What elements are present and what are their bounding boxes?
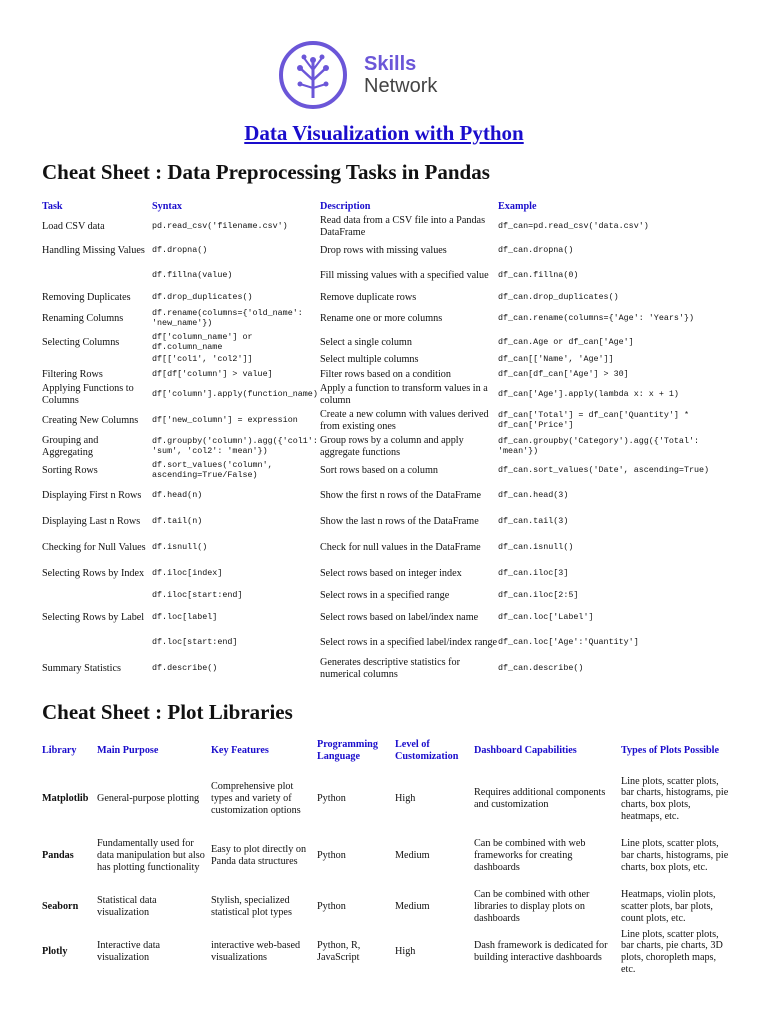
syntax-cell: df.groupby('column').agg({'col1': 'sum', 'col2': 'mean'}): [152, 436, 318, 456]
syntax-cell: df.loc[label]: [152, 612, 218, 623]
task-cell: Removing Duplicates: [42, 292, 131, 304]
library-name-cell: Pandas: [42, 850, 74, 862]
syntax-cell: df.loc[start:end]: [152, 637, 238, 648]
syntax-cell: df.isnull(): [152, 542, 208, 553]
column-header: Task: [42, 201, 63, 213]
section-heading-plot-libraries: Cheat Sheet : Plot Libraries: [42, 700, 293, 724]
description-cell: Sort rows based on a column: [320, 465, 438, 477]
task-cell: [42, 586, 150, 606]
example-cell: df_can['Total'] = df_can['Quantity'] * df_can['Price']: [498, 410, 689, 430]
description-cell: Rename one or more columns: [320, 313, 443, 325]
syntax-cell: df.rename(columns={'old_name': 'new_name'}): [152, 308, 303, 328]
syntax-cell: df.sort_values('column', ascending=True/False): [152, 460, 273, 480]
table-row: [42, 535, 732, 561]
table-row: [42, 562, 732, 586]
example-cell: df_can.drop_duplicates(): [498, 292, 619, 303]
table-row: [42, 483, 732, 509]
description-cell: Show the last n rows of the DataFrame: [320, 516, 479, 528]
task-cell: Grouping and Aggregating: [42, 435, 99, 458]
language-cell: Python: [317, 850, 346, 862]
library-name-cell: Matplotlib: [42, 793, 89, 805]
description-cell: Filter rows based on a condition: [320, 369, 451, 381]
description-cell: Show the first n rows of the DataFrame: [320, 490, 481, 502]
skills-network-logo: [278, 40, 437, 110]
description-cell: Select multiple columns: [320, 354, 419, 366]
example-cell: df_can.loc['Age':'Quantity']: [498, 637, 639, 648]
syntax-cell: df.iloc[start:end]: [152, 590, 243, 601]
dashboard-capabilities-cell: Requires additional components and customization: [474, 787, 606, 810]
column-header: Description: [320, 201, 371, 213]
description-cell: Check for null values in the DataFrame: [320, 542, 481, 554]
task-cell: Selecting Columns: [42, 337, 120, 349]
description-cell: Drop rows with missing values: [320, 245, 447, 257]
table-row: [42, 383, 732, 407]
task-cell: Selecting Rows by Label: [42, 612, 145, 624]
table-row: [42, 884, 732, 930]
example-cell: df_can.fillna(0): [498, 270, 579, 281]
key-features-cell: Comprehensive plot types and variety of customization options: [211, 781, 301, 816]
logo-line-network: Network: [364, 75, 438, 97]
task-cell: Sorting Rows: [42, 465, 98, 477]
tree-network-icon: [278, 40, 348, 110]
description-cell: Fill missing values with a specified value: [320, 270, 489, 282]
syntax-cell: df[df['column'] > value]: [152, 369, 273, 380]
syntax-cell: df[['col1', 'col2']]: [152, 354, 253, 365]
column-header: Main Purpose: [97, 745, 159, 757]
table-row: [42, 656, 732, 682]
example-cell: df_can.iloc[2:5]: [498, 590, 579, 601]
description-cell: Generates descriptive statistics for numerical columns: [320, 657, 461, 680]
syntax-cell: df.dropna(): [152, 245, 208, 256]
plot-types-cell: Heatmaps, violin plots, scatter plots, bar plots, count plots, etc.: [621, 889, 716, 924]
task-cell: Renaming Columns: [42, 313, 124, 325]
example-cell: df_can.Age or df_can['Age']: [498, 337, 634, 348]
task-cell: Checking for Null Values: [42, 542, 146, 554]
customization-level-cell: Medium: [395, 850, 430, 862]
description-cell: Select rows in a specified range: [320, 590, 450, 602]
table-row: [42, 307, 732, 331]
column-header: Dashboard Capabilities: [474, 745, 577, 757]
column-header: Library: [42, 745, 77, 757]
language-cell: Python: [317, 793, 346, 805]
task-cell: [42, 630, 150, 656]
plot-types-cell: Line plots, scatter plots, bar charts, histograms, pie charts, box plots, heatmaps, etc.: [621, 775, 729, 822]
task-cell: Creating New Columns: [42, 415, 139, 427]
task-cell: Displaying First n Rows: [42, 490, 142, 502]
main-purpose-cell: Interactive data visualization: [97, 940, 161, 963]
task-cell: [42, 352, 150, 368]
column-header: Example: [498, 201, 537, 213]
table-row: [42, 215, 732, 239]
example-cell: df_can['Age'].apply(lambda x: x + 1): [498, 389, 679, 400]
table-row: [42, 586, 732, 606]
syntax-cell: df['new_column'] = expression: [152, 415, 298, 426]
dashboard-capabilities-cell: Dash framework is dedicated for building interactive dashboards: [474, 940, 608, 963]
example-cell: df_can.isnull(): [498, 542, 574, 553]
example-cell: df_can.describe(): [498, 663, 584, 674]
column-header: Syntax: [152, 201, 183, 213]
column-header: Level of Customization: [395, 739, 459, 762]
description-cell: Group rows by a column and apply aggregate functions: [320, 435, 464, 458]
customization-level-cell: High: [395, 946, 416, 958]
dashboard-capabilities-cell: Can be combined with other libraries to display plots on dashboards: [474, 889, 590, 924]
table-row: [42, 352, 732, 368]
task-cell: Handling Missing Values: [42, 245, 145, 257]
syntax-cell: df.describe(): [152, 663, 218, 674]
table-row: [42, 930, 732, 974]
example-cell: df_can.groupby('Category').agg({'Total': 'mean'}): [498, 436, 700, 456]
table-row: [42, 239, 732, 263]
example-cell: df_can.rename(columns={'Age': 'Years'}): [498, 313, 695, 324]
table-row: [42, 367, 732, 383]
description-cell: Select rows based on label/index name: [320, 612, 479, 624]
dashboard-capabilities-cell: Can be combined with web frameworks for creating dashboards: [474, 838, 586, 873]
column-header: Programming Language: [317, 739, 378, 762]
column-header: Key Features: [211, 745, 269, 757]
language-cell: Python: [317, 901, 346, 913]
example-cell: df_can.iloc[3]: [498, 568, 569, 579]
syntax-cell: pd.read_csv('filename.csv'): [152, 221, 288, 232]
document-title-link[interactable]: Data Visualization with Python: [244, 121, 524, 145]
description-cell: Remove duplicate rows: [320, 292, 417, 304]
description-cell: Apply a function to transform values in a column: [320, 383, 488, 406]
logo-wordmark: [364, 54, 437, 96]
library-name-cell: Seaborn: [42, 901, 79, 913]
table-row: [42, 828, 732, 884]
example-cell: df_can[df_can['Age'] > 30]: [498, 369, 629, 380]
task-cell: Selecting Rows by Index: [42, 568, 145, 580]
customization-level-cell: High: [395, 793, 416, 805]
description-cell: Read data from a CSV file into a Pandas DataFrame: [320, 215, 486, 238]
example-cell: df_can.head(3): [498, 490, 569, 501]
task-cell: Applying Functions to Columns: [42, 383, 134, 406]
description-cell: Select rows in a specified label/index range: [320, 637, 498, 649]
example-cell: df_can[['Name', 'Age']]: [498, 354, 614, 365]
table-header-row: [42, 734, 732, 768]
table-row: [42, 606, 732, 630]
key-features-cell: interactive web-based visualizations: [211, 940, 301, 963]
plot-types-cell: Line plots, scatter plots, bar charts, pie charts, 3D plots, choropleth maps, etc.: [621, 928, 723, 975]
table-header-row: [42, 197, 732, 217]
description-cell: Select rows based on integer index: [320, 568, 462, 580]
table-row: [42, 434, 732, 460]
example-cell: df_can.tail(3): [498, 516, 569, 527]
task-cell: Load CSV data: [42, 221, 105, 233]
table-row: [42, 263, 732, 289]
example-cell: df_can.dropna(): [498, 245, 574, 256]
example-cell: df_can.sort_values('Date', ascending=True): [498, 465, 710, 476]
section-heading-preprocessing: Cheat Sheet : Data Preprocessing Tasks in Pandas: [42, 160, 490, 184]
main-purpose-cell: General-purpose plotting: [97, 793, 200, 805]
example-cell: df_can.loc['Label']: [498, 612, 594, 623]
task-cell: Displaying Last n Rows: [42, 516, 141, 528]
table-row: [42, 768, 732, 830]
table-row: [42, 459, 732, 483]
syntax-cell: df.tail(n): [152, 516, 203, 527]
syntax-cell: df.head(n): [152, 490, 203, 501]
description-cell: Create a new column with values derived from existing ones: [320, 409, 489, 432]
syntax-cell: df.drop_duplicates(): [152, 292, 253, 303]
table-row: [42, 630, 732, 656]
plot-types-cell: Line plots, scatter plots, bar charts, histograms, pie charts, box plots, etc.: [621, 838, 729, 873]
logo-line-skills: Skills: [364, 53, 417, 75]
main-purpose-cell: Fundamentally used for data manipulation but also has plotting functionality: [97, 838, 205, 873]
task-cell: Summary Statistics: [42, 663, 121, 675]
customization-level-cell: Medium: [395, 901, 430, 913]
syntax-cell: df.iloc[index]: [152, 568, 223, 579]
table-row: [42, 289, 732, 307]
table-row: [42, 509, 732, 535]
main-purpose-cell: Statistical data visualization: [97, 895, 157, 918]
table-row: [42, 409, 732, 433]
syntax-cell: df.fillna(value): [152, 270, 233, 281]
column-header: Types of Plots Possible: [621, 745, 720, 757]
key-features-cell: Easy to plot directly on Panda data structures: [211, 844, 307, 867]
language-cell: Python, R, JavaScript: [317, 940, 361, 963]
example-cell: df_can=pd.read_csv('data.csv'): [498, 221, 649, 232]
task-cell: Filtering Rows: [42, 369, 103, 381]
table-row: [42, 332, 732, 354]
syntax-cell: df['column_name'] or df.column_name: [152, 332, 253, 352]
description-cell: Select a single column: [320, 337, 412, 349]
key-features-cell: Stylish, specialized statistical plot types: [211, 895, 292, 918]
task-cell: [42, 263, 150, 289]
library-name-cell: Plotly: [42, 946, 68, 958]
syntax-cell: df['column'].apply(function_name): [152, 389, 318, 400]
